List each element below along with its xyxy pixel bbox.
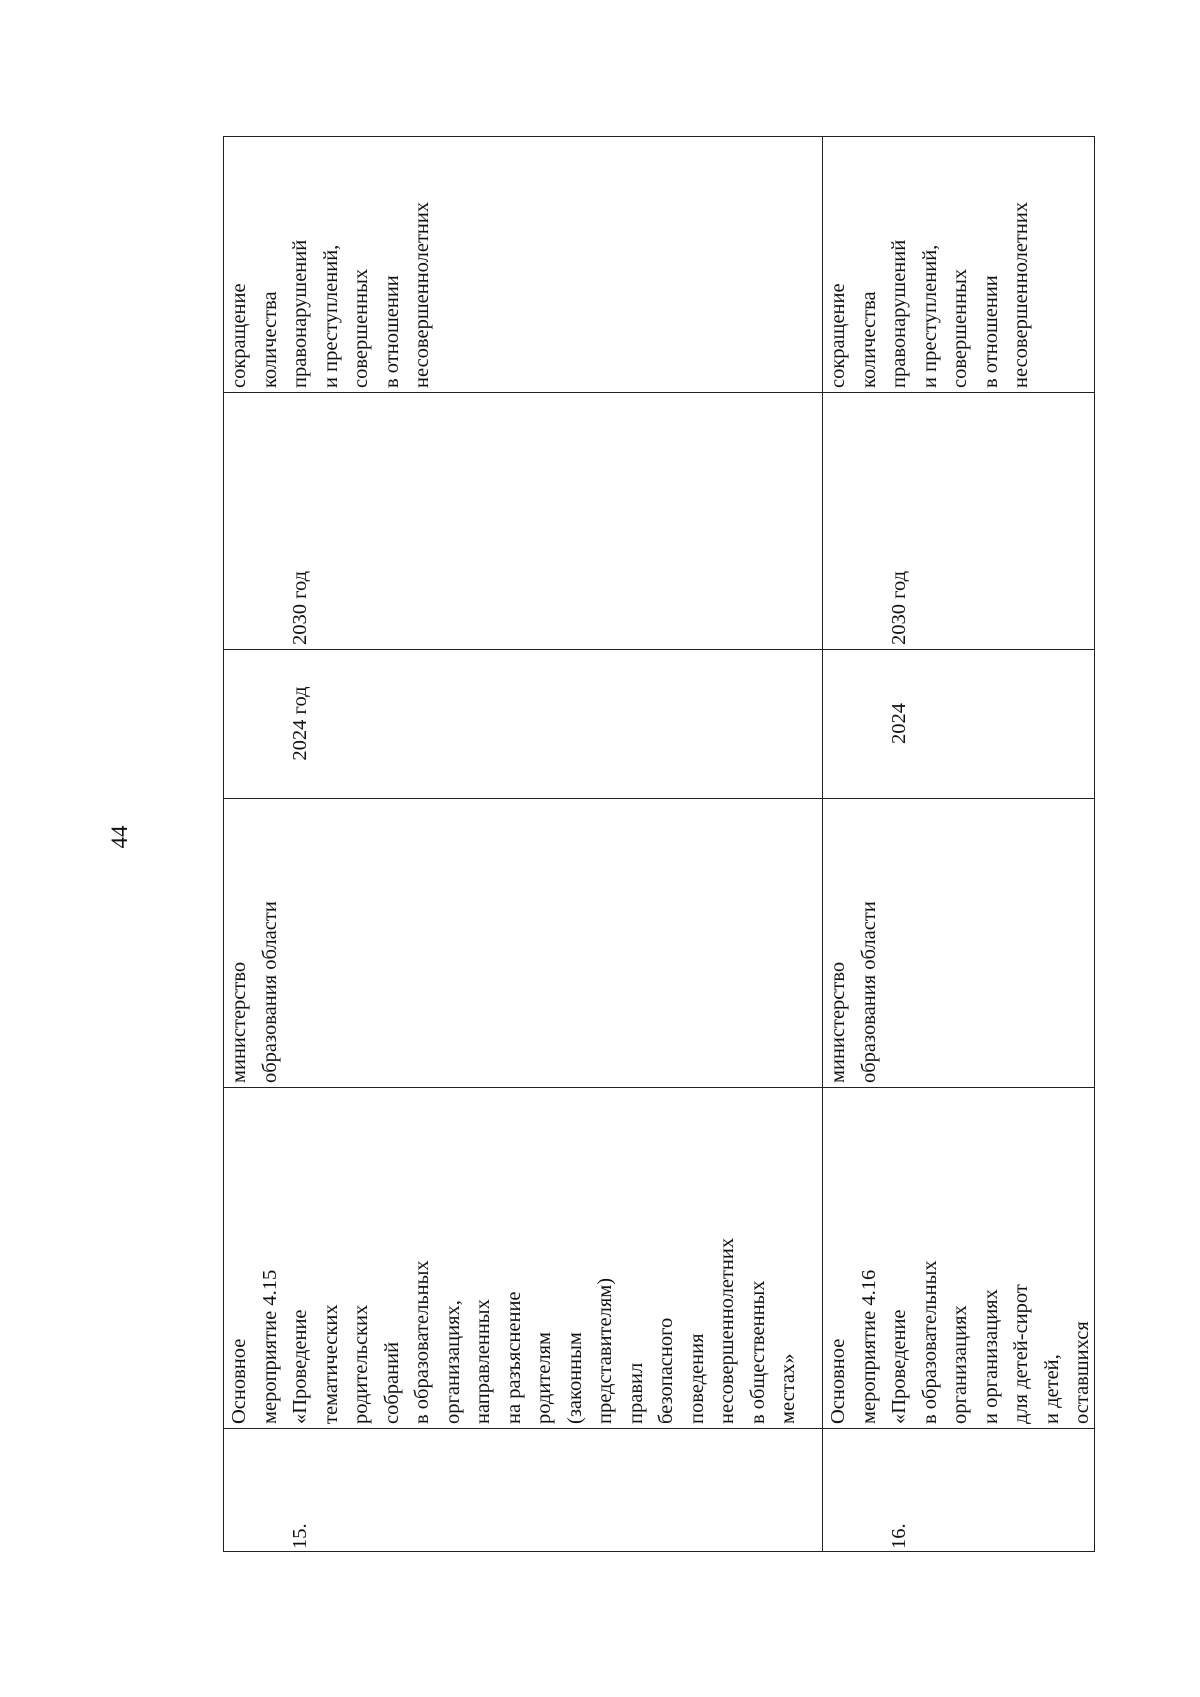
activity-line: правил [624,1362,647,1424]
result-line: и преступлений, [319,244,342,388]
result-line: правонарушений [289,239,311,388]
activity-line: в образовательных [918,1260,941,1424]
table-row [822,137,1095,1551]
activity-line: мероприятие 4.16 [857,1269,880,1424]
result-line: количества [857,291,880,388]
start-date-cell [823,649,1095,798]
result-line: несовершеннолетних [411,201,433,388]
result-line: количества [258,291,281,388]
row-number-cell [823,1428,1095,1553]
activity-cell [823,1087,1095,1428]
activity-line: несовершеннолетних [716,1237,738,1424]
result-cell [224,137,822,392]
activity-line: родительских [350,1304,372,1424]
result-line: в отношении [380,275,403,388]
activities-table [223,136,1095,1552]
result-line: совершенных [949,268,971,388]
row-number-cell [224,1428,822,1553]
end-date-cell [224,392,822,649]
activity-line: безопасного [655,1317,677,1424]
executor-cell [224,798,822,1087]
result-line: несовершеннолетних [1010,201,1032,388]
activity-line: местах» [777,1353,799,1424]
activity-line: представителям) [594,1277,616,1424]
activity-line: и детей, [1040,1354,1063,1424]
activity-cell [224,1087,822,1428]
result-line: сокращение [827,283,849,388]
end-date: 2030 год [289,570,311,645]
activity-line: тематических [319,1304,342,1424]
activity-line: направленных [472,1299,494,1424]
table-row [224,137,822,1551]
executor-cell [823,798,1095,1087]
activity-line: (законным [563,1332,586,1424]
result-line: сокращение [228,283,250,388]
activity-line: родителям [533,1332,555,1424]
result-cell [823,137,1095,392]
activity-line: и организациях [979,1289,1002,1424]
row-number: 15. [289,1523,311,1549]
activity-line: для детей-сирот [1010,1284,1032,1424]
activity-line: мероприятие 4.15 [258,1269,281,1424]
activity-line: Основное [827,1338,849,1424]
activity-line: «Проведение [289,1309,311,1424]
activity-line: поведения [685,1333,708,1424]
result-line: и преступлений, [918,244,941,388]
end-date: 2030 год [888,570,910,645]
executor-line: министерство [827,961,849,1083]
activity-line: организациях, [441,1300,464,1424]
row-number: 16. [888,1523,910,1549]
end-date-cell [823,392,1095,649]
activity-line: в образовательных [411,1260,433,1424]
activity-line: Основное [228,1338,250,1424]
result-line: правонарушений [888,239,910,388]
start-date: 2024 год [289,686,311,761]
start-date-cell [224,649,822,798]
executor-line: министерство [228,961,250,1083]
executor-line: образования области [258,901,281,1083]
activity-line: собраний [380,1341,403,1424]
activity-line: организациях [949,1305,971,1424]
start-date: 2024 [888,703,910,744]
page-number: 44 [107,825,132,849]
activity-line: «Проведение [888,1309,910,1424]
activity-line: на разъяснение [502,1291,525,1424]
result-line: совершенных [350,268,372,388]
activity-line: оставшихся [1071,1321,1093,1424]
result-line: в отношении [979,275,1002,388]
executor-line: образования области [857,901,880,1083]
activity-line: в общественных [746,1280,769,1424]
